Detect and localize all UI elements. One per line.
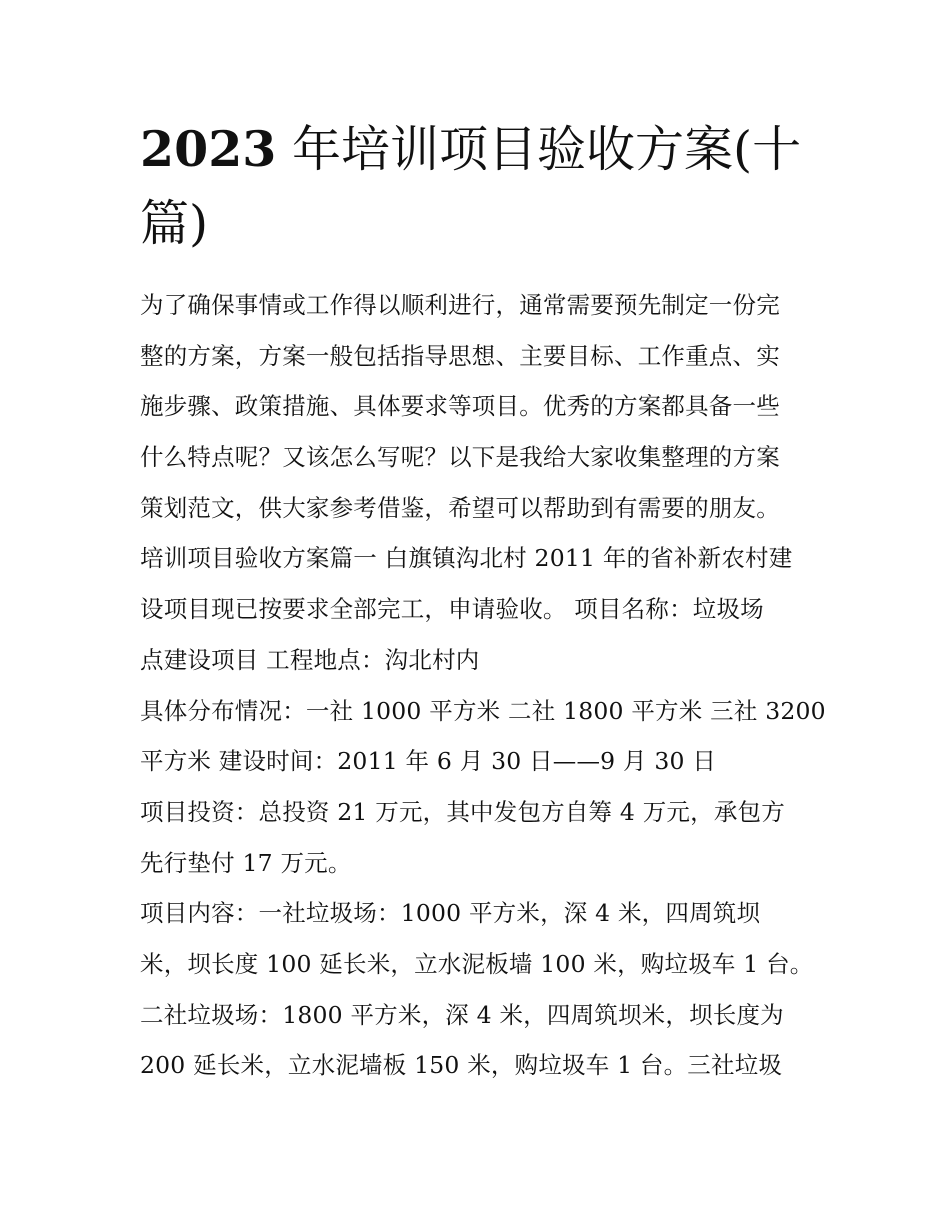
body-line: 点建设项目 工程地点：沟北村内: [140, 645, 480, 674]
body-line: 具体分布情况：一社 1000 平方米 二社 1800 平方米 三社 3200: [140, 696, 826, 725]
body-line: 项目内容：一社垃圾场：1000 平方米，深 4 米，四周筑坝: [140, 899, 761, 928]
body-line: 先行垫付 17 万元。: [140, 848, 352, 877]
title-year: 2023: [140, 120, 277, 178]
body-line: 整的方案，方案一般包括指导思想、主要目标、工作重点、实: [140, 341, 780, 370]
body-line: 平方米 建设时间：2011 年 6 月 30 日——9 月 30 日: [140, 747, 717, 776]
body-line: 200 延长米，立水泥墙板 150 米，购垃圾车 1 台。三社垃圾: [140, 1051, 783, 1080]
body-line: 项目投资：总投资 21 万元，其中发包方自筹 4 万元，承包方: [140, 797, 785, 826]
body-line: 设项目现已按要求全部完工，申请验收。 项目名称：垃圾场: [140, 595, 764, 624]
title-text: 年培训项目验收方案(十篇): [140, 121, 802, 252]
body-line: 培训项目验收方案篇一 白旗镇沟北村 2011 年的省补新农村建: [140, 544, 793, 573]
body-line: 策划范文，供大家参考借鉴，希望可以帮助到有需要的朋友。: [140, 493, 780, 522]
body-line: 为了确保事情或工作得以顺利进行，通常需要预先制定一份完: [140, 291, 780, 319]
document-title: [140, 112, 820, 261]
body-line: 米，坝长度 100 延长米，立水泥板墙 100 米，购垃圾车 1 台。: [140, 949, 814, 978]
body-line: 施步骤、政策措施、具体要求等项目。优秀的方案都具备一些: [140, 392, 780, 421]
body-line: 什么特点呢？又该怎么写呢？以下是我给大家收集整理的方案: [140, 443, 780, 472]
body-line: 二社垃圾场：1800 平方米，深 4 米，四周筑坝米，坝长度为: [140, 1000, 784, 1029]
document-body: [140, 280, 826, 1091]
